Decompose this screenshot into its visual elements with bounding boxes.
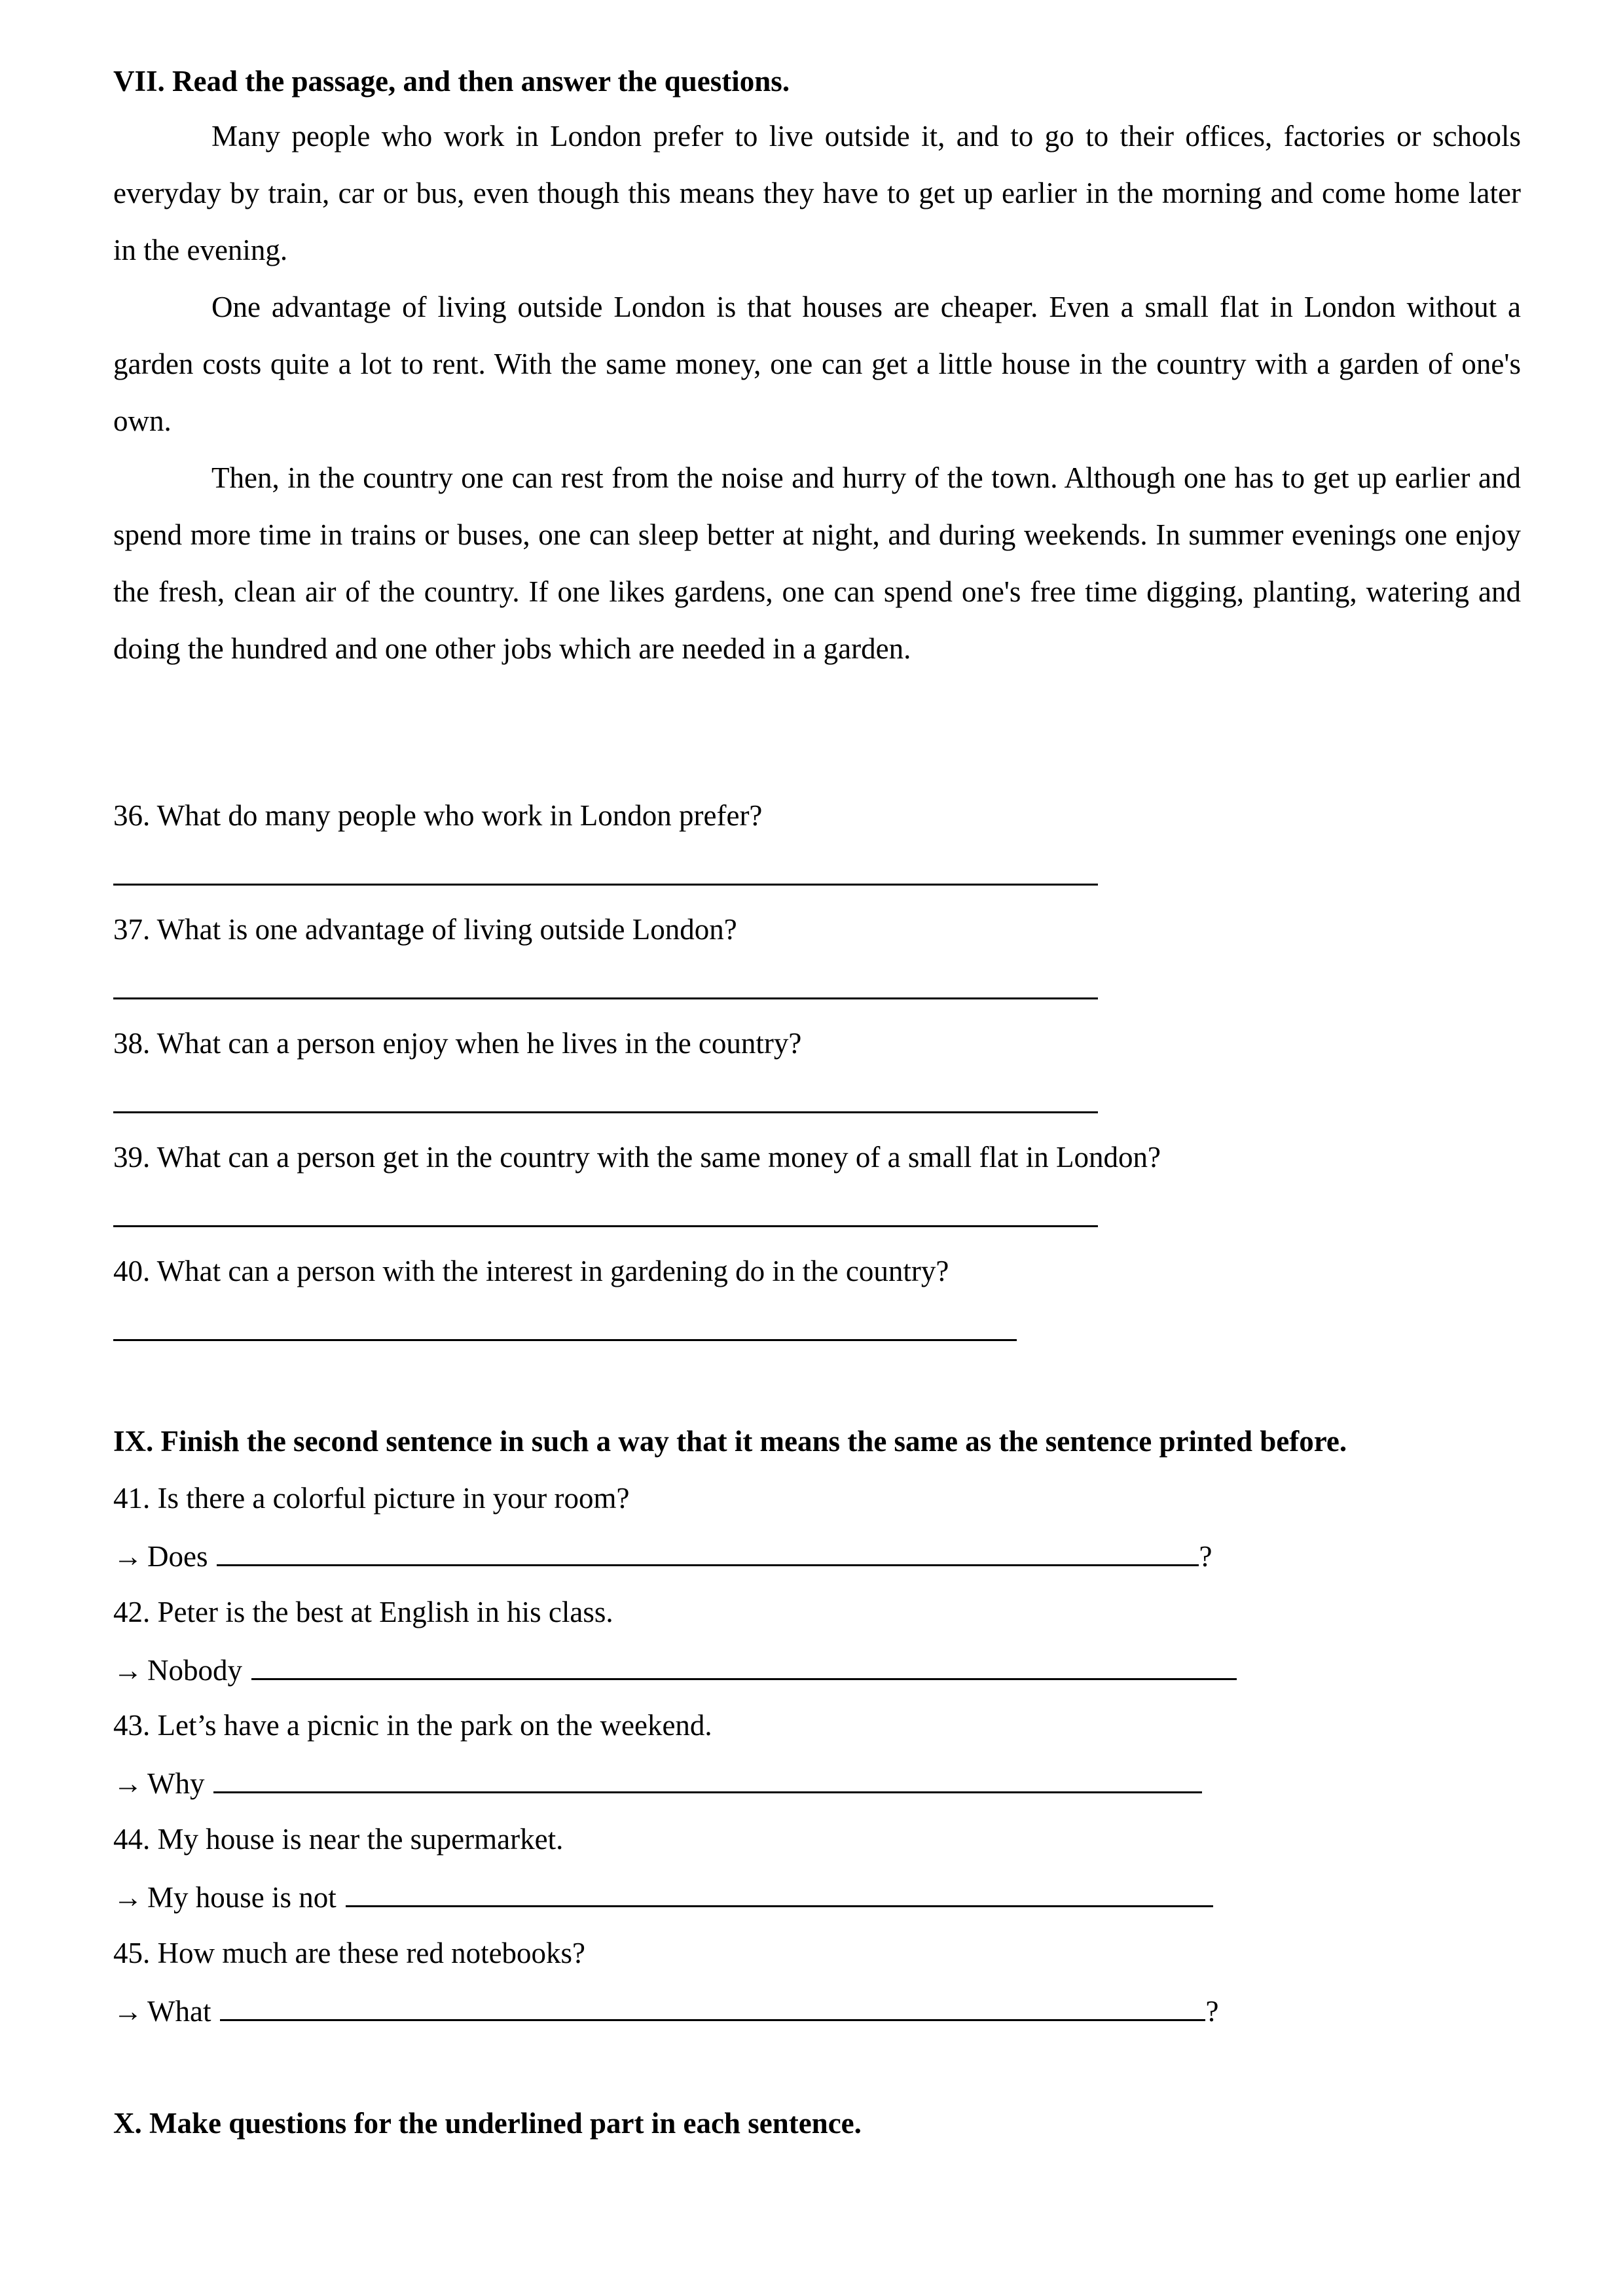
rewrite-prompt-43: 43. Let’s have a picnic in the park on the weekend. [113, 1709, 712, 1742]
question-39: 39. What can a person get in the country with the same money of a small flat in London? [113, 1141, 1161, 1174]
rewrite-start-45: What [147, 1995, 211, 2028]
answer-line-38[interactable] [113, 1111, 1098, 1113]
rewrite-prompt-41: 41. Is there a colorful picture in your room? [113, 1482, 630, 1515]
rewrite-end-45: ? [1205, 1995, 1219, 2028]
answer-line-40[interactable] [113, 1339, 1017, 1341]
rewrite-blank-44[interactable] [346, 1876, 1213, 1907]
rewrite-end-41: ? [1199, 1540, 1213, 1573]
arrow-icon: → [113, 1995, 143, 2028]
rewrite-prompt-45: 45. How much are these red notebooks? [113, 1937, 586, 1969]
question-36: 36. What do many people who work in London prefer? [113, 799, 763, 832]
section-9-title: IX. Finish the second sentence in such a way that it means the same as the sentence printed before. [113, 1425, 1347, 1458]
rewrite-answer-43 [113, 1763, 1202, 1803]
rewrite-start-44: My house is not [147, 1881, 337, 1914]
rewrite-start-43: Why [147, 1767, 205, 1800]
rewrite-start-41: Does [147, 1540, 208, 1573]
question-37: 37. What is one advantage of living outside London? [113, 913, 737, 946]
arrow-icon: → [113, 1540, 143, 1573]
rewrite-start-42: Nobody [147, 1654, 242, 1687]
rewrite-answer-42 [113, 1649, 1237, 1690]
rewrite-blank-41[interactable] [217, 1535, 1199, 1566]
section-7-title: VII. Read the passage, and then answer the questions. [113, 65, 790, 98]
passage-paragraph-3: Then, in the country one can rest from the noise and hurry of the town. Although one has to get up earlier and spend more time in trains or buses, one can sleep better at night, and during weekends. In summer evenings one enjoy the fresh, clean air of the country. If one likes gardens, one can spend one's free time digging, planting, watering and doing the hundred and one other jobs which are needed in a garden. [113, 461, 1521, 665]
question-38: 38. What can a person enjoy when he lives in the country? [113, 1027, 802, 1060]
rewrite-blank-42[interactable] [251, 1649, 1237, 1680]
rewrite-prompt-44: 44. My house is near the supermarket. [113, 1823, 564, 1856]
passage-paragraph-2: One advantage of living outside London is that houses are cheaper. Even a small flat in London without a garden costs quite a lot to rent. With the same money, one can get a little house in the country with a garden of one's own. [113, 291, 1521, 437]
arrow-icon: → [113, 1654, 143, 1687]
rewrite-answer-41 [113, 1535, 1212, 1576]
passage-paragraph-1: Many people who work in London prefer to live outside it, and to go to their offices, factories or schools everyday by train, car or bus, even though this means they have to get up earlier in the morning and come home later in the evening. [113, 120, 1521, 266]
section-10-title: X. Make questions for the underlined part in each sentence. [113, 2107, 862, 2140]
rewrite-prompt-42: 42. Peter is the best at English in his class. [113, 1596, 613, 1628]
answer-line-36[interactable] [113, 884, 1098, 886]
arrow-icon: → [113, 1767, 143, 1800]
rewrite-answer-44 [113, 1876, 1213, 1917]
rewrite-answer-45 [113, 1990, 1218, 2031]
rewrite-blank-43[interactable] [213, 1763, 1202, 1793]
arrow-icon: → [113, 1881, 143, 1914]
reading-passage [113, 108, 1521, 677]
answer-line-37[interactable] [113, 997, 1098, 999]
question-40: 40. What can a person with the interest in gardening do in the country? [113, 1255, 949, 1287]
rewrite-blank-45[interactable] [220, 1990, 1205, 2021]
answer-line-39[interactable] [113, 1225, 1098, 1227]
